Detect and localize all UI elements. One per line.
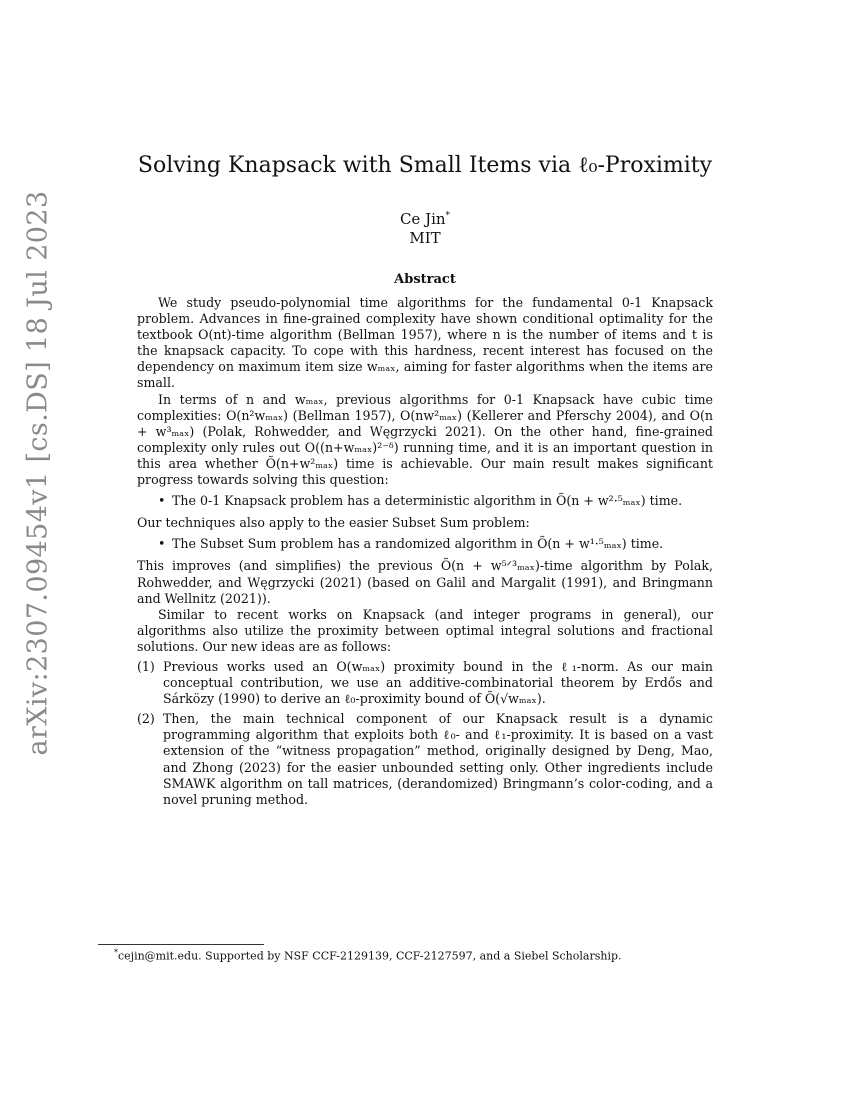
abstract-paragraph-5: Similar to recent works on Knapsack (and integer programs in general), our algorithms also utilize the proximity between optimal integral solutions and fractional solutions. Our new ideas are as follows: [137,606,713,654]
abstract-heading: Abstract [394,272,456,287]
enum-text-2: Then, the main technical component of our Knapsack result is a dynamic programming algorithm that exploits both ℓ₀- and ℓ₁-proximity. It is based on a vast extension of the “witness propagation” method, originally designed by Deng, Mao, and Zhong (2023) for the easier unbounded setting only. Other ingredients include SMAWK algorithm on tall matrices, (derandomized) Bringmann’s color-coding, and a novel pruning method. [163,711,713,807]
author-footnote-marker: * [445,211,451,221]
author-affiliation: MIT [409,229,441,247]
author-block [0,207,850,248]
footnote-rule [98,944,264,945]
enum-item-2 [137,711,713,808]
author-name [0,207,850,229]
author-name-text: Ce Jin [399,210,446,228]
bullet-text-subset-sum: The Subset Sum problem has a randomized algorithm in Õ(n + w¹·⁵ₘₐₓ) time. [172,536,664,552]
bullet-item-subset-sum [137,536,713,552]
abstract-paragraph-1: We study pseudo-polynomial time algorithms for the fundamental 0-1 Knapsack problem. Advances in fine-grained complexity have shown conditional optimality for the textbook O(nt)-time algorithm (Bellman 1957), where n is the number of items and t is the knapsack capacity. To cope with this hardness, recent interest has focused on the dependency on maximum item size wₘₐₓ, aiming for faster algorithms when the items are small. [137,295,713,391]
abstract-paragraph-4: This improves (and simplifies) the previous Õ(n + w⁵ᐟ³ₘₐₓ)-time algorithm by Polak, Rohwedder, and Węgrzycki (2021) (based on Galil and Margalit (1991), and Bringmann and Wellnitz (2021)). [137,558,713,606]
abstract-paragraph-2: In terms of n and wₘₐₓ, previous algorithms for 0-1 Knapsack have cubic time complexities: O(n²wₘₐₓ) (Bellman 1957), O(nw²ₘₐₓ) (Kellerer and Pferschy 2004), and O(n + w³ₘₐₓ) (Polak, Rohwedder, and Węgrzycki 2021). On the other hand, fine-grained complexity only rules out O((n+wₘₐₓ)²⁻ᵟ) running time, and it is an important question in this area whether Õ(n+w²ₘₐₓ) time is achievable. Our main result makes significant progress towards solving this question: [137,391,713,488]
abstract-paragraph-3: Our techniques also apply to the easier Subset Sum problem: [137,515,530,531]
enum-text-1: Previous works used an O(wₘₐₓ) proximity bound in the ℓ₁-norm. As our main conceptual contribution, we use an additive-combinatorial theorem by Erdős and Sárközy (1990) to derive an ℓ₀-proximity bound of Õ(√wₘₐₓ). [163,658,713,707]
bullet-item-knapsack [137,493,713,509]
arxiv-identifier-text: arXiv:2307.09454v1 [cs.DS] 18 Jul 2023 [22,190,54,756]
footnote [114,948,622,963]
bullet-dot-icon: • [158,536,166,552]
footnote-marker: * [114,948,118,957]
abstract-body [137,295,713,808]
bullet-dot-icon: • [158,493,166,509]
footnote-text: cejin@mit.edu. Supported by NSF CCF-2129139, CCF-2127597, and a Siebel Scholarship. [118,949,622,963]
enum-item-1 [137,659,713,707]
paper-title: Solving Knapsack with Small Items via ℓ₀-Proximity [137,153,713,178]
enum-number-2: (2) [137,711,155,727]
enum-number-1: (1) [137,658,155,674]
bullet-text-knapsack: The 0-1 Knapsack problem has a deterministic algorithm in Õ(n + w²·⁵ₘₐₓ) time. [172,493,683,509]
